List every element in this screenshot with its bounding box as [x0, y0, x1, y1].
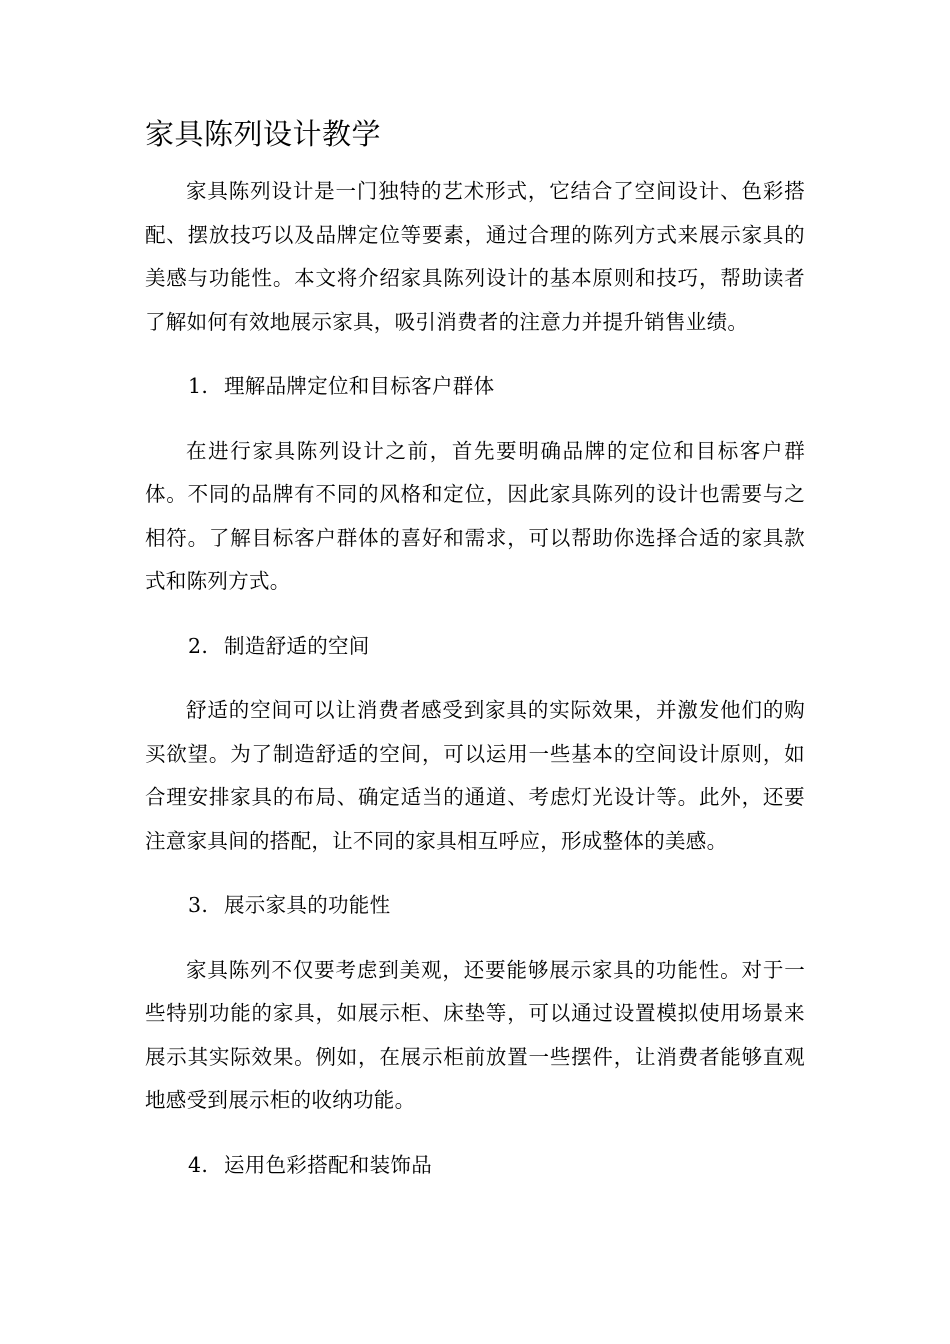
- section-number: 1.: [188, 374, 209, 398]
- section-number: 2.: [188, 633, 209, 658]
- document-title: 家具陈列设计教学: [145, 117, 382, 151]
- section-body-1: 在进行家具陈列设计之前，首先要明确品牌的定位和目标客户群体。不同的品牌有不同的风格和定位，因此家具陈列的设计也需要与之相符。了解目标客户群体的喜好和需求，可以帮助你选择合适的家具款式和陈列方式。: [145, 438, 805, 593]
- section-heading-4: [145, 1144, 805, 1188]
- section-heading-text: 制造舒适的空间: [224, 633, 370, 658]
- section-heading-text: 运用色彩搭配和装饰品: [224, 1152, 432, 1177]
- section-heading-3: [145, 884, 805, 928]
- section-heading-text: 展示家具的功能性: [224, 893, 391, 917]
- section-number: 4.: [188, 1152, 209, 1177]
- section-heading-text: 理解品牌定位和目标客户群体: [224, 374, 495, 398]
- section-body-2: 舒适的空间可以让消费者感受到家具的实际效果，并激发他们的购买欲望。为了制造舒适的空间，可以运用一些基本的空间设计原则，如合理安排家具的布局、确定适当的通道、考虑灯光设计等。此外，还要注意家具间的搭配，让不同的家具相互呼应，形成整体的美感。: [145, 698, 805, 853]
- section-number: 3.: [188, 893, 209, 917]
- document-content: [145, 112, 805, 1208]
- section-body-3: 家具陈列不仅要考虑到美观，还要能够展示家具的功能性。对于一些特别功能的家具，如展示柜、床垫等，可以通过设置模拟使用场景来展示其实际效果。例如，在展示柜前放置一些摆件，让消费者能够直观地感受到展示柜的收纳功能。: [145, 957, 805, 1112]
- section-heading-2: [145, 625, 805, 669]
- section-heading-1: [145, 365, 805, 409]
- intro-paragraph: 家具陈列设计是一门独特的艺术形式，它结合了空间设计、色彩搭配、摆放技巧以及品牌定位等要素，通过合理的陈列方式来展示家具的美感与功能性。本文将介绍家具陈列设计的基本原则和技巧，帮助读者了解如何有效地展示家具，吸引消费者的注意力并提升销售业绩。: [145, 179, 805, 334]
